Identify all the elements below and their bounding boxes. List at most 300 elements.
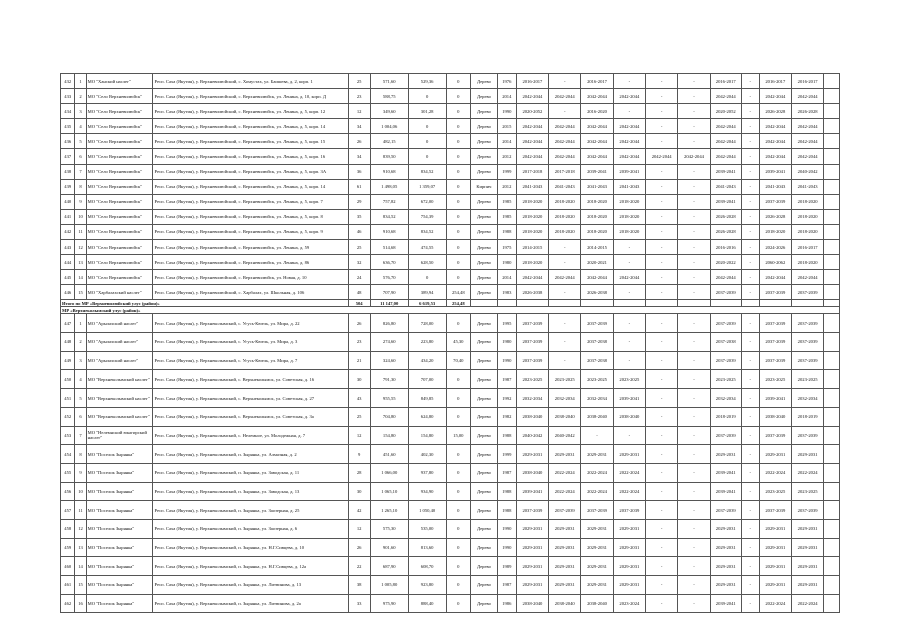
table-cell: 2022-2024 [549,463,581,482]
table-cell: 2017-2018 [549,164,581,179]
empty-cell [824,134,840,149]
table-cell: - [678,463,710,482]
table-cell: 23 [348,333,370,352]
table-cell: 0 [446,149,471,164]
table-cell: 2029-2031 [549,519,581,538]
table-cell: 14 [75,270,86,285]
empty-cell [497,300,516,307]
table-cell: 2023-2025 [759,482,791,501]
table-cell: - [741,74,759,89]
table-cell: МО "Поселок Зырянка" [86,576,153,595]
table-cell: 2037-2039 [613,501,645,520]
table-cell: Дерево [471,209,498,224]
table-cell: 2012 [497,179,516,194]
table-cell: 2032-2034 [710,389,741,408]
table-cell: 0 [446,134,471,149]
table-cell: 2038-2040 [613,407,645,426]
table-cell: 1988 [497,224,516,239]
table-cell: - [741,501,759,520]
table-cell: МО "Село Верхневилюйск" [86,255,153,270]
table-cell: - [678,519,710,538]
table-cell: 849,85 [408,389,446,408]
table-cell: 2014-2015 [581,240,613,255]
table-cell: 2042-2044 [516,119,548,134]
table-cell: 2032-2034 [516,389,548,408]
table-cell: - [678,179,710,194]
table-cell: МО "Ханский наслег" [86,74,153,89]
table-cell: 448 [61,333,75,352]
table-cell: 36 [348,164,370,179]
table-cell: 2042-2044 [759,119,791,134]
table-cell: 2029-2031 [791,576,823,595]
table-cell: 23 [348,89,370,104]
table-cell: МО "Поселок Зырянка" [86,463,153,482]
empty-cell [824,519,840,538]
table-cell: - [741,285,759,300]
table-cell: 2039-2041 [710,482,741,501]
table-cell: 2042-2044 [549,119,581,134]
table-cell: - [741,576,759,595]
table-cell: 1990 [497,351,516,370]
empty-cell [646,300,678,307]
table-cell: 441 [61,209,75,224]
table-cell: - [549,255,581,270]
table-cell: 754,39 [408,209,446,224]
table-cell: - [613,255,645,270]
table-cell: 1983 [497,285,516,300]
table-cell: 0 [446,104,471,119]
table-cell: 2020-2021 [581,255,613,270]
table-cell: - [613,240,645,255]
table-cell: 2018-2019 [710,407,741,426]
table-cell: 0 [446,557,471,576]
table-cell: 2042-2044 [759,149,791,164]
table-cell: 26 [348,314,370,333]
table-cell: 514,68 [370,240,408,255]
table-cell: Дерево [471,519,498,538]
table-cell: 482,15 [370,134,408,149]
table-cell: - [678,104,710,119]
table-cell: 2041-2043 [581,179,613,194]
table-cell: Респ. Саха (Якутия), у. Верхнеколымский, с. Верхнеколымск, ул. Советская, д. 3а [153,407,348,426]
table-cell: - [741,445,759,464]
table-cell: 2018-2019 [791,407,823,426]
table-cell: 2032-2034 [791,389,823,408]
table-cell: 1990 [497,538,516,557]
table-cell: 0 [446,407,471,426]
table-cell: - [613,333,645,352]
table-cell: 2029-2031 [516,519,548,538]
table-cell: 791,30 [370,370,408,389]
table-cell: - [678,285,710,300]
table-cell: 9 [348,445,370,464]
table-cell: 2037-2039 [581,314,613,333]
table-cell: МО "Село Верхневилюйск" [86,149,153,164]
table-cell: Дерево [471,538,498,557]
table-cell: 2042-2044 [791,119,823,134]
empty-cell [824,240,840,255]
table-row [61,119,840,134]
table-cell: 1987 [497,463,516,482]
table-cell: МО "Нелемнский юкагирский наслег" [86,426,153,445]
table-cell: 2060-2062 [759,255,791,270]
table-cell: 4 [75,119,86,134]
table-row [61,557,840,576]
table-cell: 1987 [497,370,516,389]
table-cell: МО "Село Верхневилюйск" [86,270,153,285]
table-cell: МО "Село Верхневилюйск" [86,240,153,255]
table-cell: 24 [348,270,370,285]
table-cell: - [646,164,678,179]
table-cell: 2037-2039 [710,314,741,333]
table-cell: 2042-2044 [581,134,613,149]
table-cell: 25 [348,74,370,89]
table-cell: 15 [75,285,86,300]
table-cell: 10 [75,209,86,224]
table-cell: 834,52 [408,224,446,239]
table-cell: 2037-2039 [710,351,741,370]
table-cell: 389,94 [408,285,446,300]
table-cell: 0 [446,119,471,134]
table-cell: 458 [61,519,75,538]
table-cell: Дерево [471,314,498,333]
table-cell: МО "Село Верхневилюйск" [86,209,153,224]
table-cell: 0 [446,314,471,333]
table-cell: - [613,314,645,333]
table-cell: 2022-2024 [759,594,791,613]
table-cell: Респ. Саха (Якутия), у. Верхнеколымский, п. Зырянка, ул. Литвинова, д. 2а [153,594,348,613]
table-cell: - [646,351,678,370]
table-cell: 2018-2020 [516,209,548,224]
table-cell: 12 [75,240,86,255]
table-cell: Дерево [471,119,498,134]
table-cell: 0 [446,482,471,501]
table-cell: - [613,285,645,300]
table-cell: - [741,89,759,104]
table-cell: - [646,594,678,613]
empty-cell [824,104,840,119]
table-cell: 7 [75,164,86,179]
table-cell: 2029-2031 [581,557,613,576]
table-cell: - [646,538,678,557]
table-cell: 2029-2031 [759,576,791,595]
table-cell: 451 [61,389,75,408]
table-cell: 2020-2052 [710,104,741,119]
table-cell: Дерево [471,89,498,104]
empty-cell [824,89,840,104]
table-cell: - [741,314,759,333]
table-cell: 2022-2024 [613,463,645,482]
table-cell: 14 [75,557,86,576]
table-cell: МО "Село Верхневилюйск" [86,224,153,239]
table-cell: 6 [75,149,86,164]
table-cell: - [613,104,645,119]
table-cell: 2023-2025 [710,370,741,389]
empty-cell [581,300,613,307]
table-row [61,314,840,333]
table-cell: МО "Верхнеколымский наслег" [86,389,153,408]
total-row [61,300,840,307]
table-row [61,576,840,595]
table-cell: 2023-2025 [613,370,645,389]
table-cell: 2029-2031 [710,538,741,557]
table-cell: 2018-2020 [759,224,791,239]
table-row [61,426,840,445]
table-row [61,370,840,389]
table-cell: 2037-2038 [581,333,613,352]
table-cell: 1976 [497,74,516,89]
table-cell: 9 [75,463,86,482]
table-cell: 588,75 [370,89,408,104]
table-cell: 2042-2044 [613,119,645,134]
table-cell: 2040-2042 [549,426,581,445]
total-label: Итого по МР «Верхневилюйский улус (район)» [61,300,349,307]
table-cell: 0 [446,594,471,613]
table-cell: 923,80 [408,576,446,595]
table-cell: 1 265,10 [370,501,408,520]
table-cell: 2029-2031 [516,576,548,595]
table-cell: Респ. Саха (Якутия), у. Верхневилюйский, с. Верхневилюйск, ул. Ленина, д. 5, корп. 14 [153,119,348,134]
table-cell: 757,82 [370,194,408,209]
table-cell: Дерево [471,407,498,426]
table-cell: 2023-2025 [549,370,581,389]
table-cell: 2017-2018 [516,164,548,179]
table-cell: 154,80 [370,426,408,445]
empty-cell [791,300,823,307]
table-row [61,224,840,239]
table-cell: 1 050,40 [408,501,446,520]
table-cell: Респ. Саха (Якутия), у. Верхнеколымский, п. Зырянка, ул. Н.Г.Сивцева, д. 12а [153,557,348,576]
table-cell: 0 [408,89,446,104]
empty-cell [678,300,710,307]
table-cell: 2016-2017 [516,74,548,89]
table-cell: 2042-2044 [613,149,645,164]
table-cell: 1988 [497,426,516,445]
table-cell: 254,48 [446,285,471,300]
table-cell: 1986 [497,594,516,613]
table-cell: 2037-2039 [759,333,791,352]
empty-cell [471,300,498,307]
table-cell: 61 [348,179,370,194]
table-cell: 2029-2031 [581,576,613,595]
table-cell: 445 [61,270,75,285]
table-cell: - [613,74,645,89]
empty-cell [824,557,840,576]
document-sheet [60,73,840,613]
table-cell: 2037-2039 [791,351,823,370]
table-cell: 910,68 [370,164,408,179]
table-row [61,134,840,149]
table-cell: 529,36 [408,74,446,89]
table-cell: МО "Арылахский наслег" [86,333,153,352]
table-cell: 624,80 [408,407,446,426]
table-cell: 12 [348,426,370,445]
table-cell: - [678,370,710,389]
table-cell: 2029-2031 [581,445,613,464]
table-cell: Дерево [471,445,498,464]
table-cell: - [678,482,710,501]
table-cell: 2029-2031 [613,519,645,538]
table-cell: Респ. Саха (Якутия), у. Верхневилюйский, с. Верхневилюйск, ул. Ленина, д. 5, корп. 16 [153,149,348,164]
table-cell: 2042-2044 [516,89,548,104]
table-cell: - [581,426,613,445]
table-cell: 34 [348,119,370,134]
table-cell: 436 [61,134,75,149]
empty-cell [824,300,840,307]
table-cell: 456 [61,482,75,501]
table-cell: 26 [348,538,370,557]
table-cell: 2018-2020 [549,209,581,224]
table-cell: 2029-2031 [759,445,791,464]
table-cell: 2041-2043 [759,179,791,194]
total-value: 504 [348,300,370,307]
empty-cell [759,300,791,307]
table-cell: 2037-2039 [516,333,548,352]
table-cell: 2018-2020 [581,194,613,209]
table-cell: 454 [61,445,75,464]
table-cell: МО "Верхнеколымский наслег" [86,370,153,389]
table-cell: - [741,333,759,352]
table-cell: Респ. Саха (Якутия), у. Верхнеколымский, п. Зырянка, ул. Заводская, д. 11 [153,463,348,482]
table-row [61,501,840,520]
table-cell: 2037-2039 [710,285,741,300]
table-cell: - [549,314,581,333]
table-cell: 1980 [497,255,516,270]
table-cell: - [646,576,678,595]
table-cell: 2029-2031 [710,576,741,595]
table-cell: Дерево [471,426,498,445]
table-cell: 2020-2052 [516,104,548,119]
empty-cell [824,194,840,209]
empty-cell [824,224,840,239]
table-cell: 32 [348,255,370,270]
table-row [61,538,840,557]
table-cell: 2016-2017 [581,74,613,89]
table-cell: - [741,224,759,239]
table-cell: - [741,240,759,255]
table-cell: Дерево [471,164,498,179]
table-cell: 2042-2044 [516,149,548,164]
total-value: 6 619,53 [408,300,446,307]
table-cell: Респ. Саха (Якутия), у. Верхневилюйский, с. Верхневилюйск, ул. Ленина, д. 59 [153,240,348,255]
table-cell: 2020-2022 [710,255,741,270]
table-cell: 447 [61,314,75,333]
table-cell: Респ. Саха (Якутия), у. Верхневилюйский, с. Верхневилюйск, ул. Ленина, д. 5, корп. 3А [153,164,348,179]
table-cell: 2029-2031 [581,519,613,538]
empty-cell [613,300,645,307]
table-cell: 459 [61,538,75,557]
table-cell: 5 [75,134,86,149]
table-cell: 34 [348,149,370,164]
table-cell: 0 [446,501,471,520]
table-cell: 0 [408,149,446,164]
table-cell: 2042-2044 [710,119,741,134]
table-cell: 2029-2031 [710,519,741,538]
table-cell: 2029-2031 [759,538,791,557]
table-cell: - [646,314,678,333]
table-cell: Респ. Саха (Якутия), у. Верхнеколымский, п. Зырянка, ул. Литвинова, д. 13 [153,576,348,595]
table-cell: 3 [75,351,86,370]
table-cell: - [678,74,710,89]
table-cell: 274,60 [370,333,408,352]
table-cell: - [741,194,759,209]
table-cell: 2040-2042 [791,164,823,179]
table-cell: 462 [61,594,75,613]
table-cell: 7 [75,426,86,445]
table-cell: 2039-2041 [613,389,645,408]
table-cell: 2014 [497,134,516,149]
table-cell: 2042-2044 [549,89,581,104]
table-cell: - [741,255,759,270]
table-cell: 636,70 [370,255,408,270]
table-cell: 2012 [497,149,516,164]
table-cell: 937,80 [408,463,446,482]
table-cell: 2039-2041 [759,389,791,408]
table-cell: 2042-2044 [516,134,548,149]
table-cell: - [646,445,678,464]
table-cell: Респ. Саха (Якутия), у. Верхневилюйский, с. Хомустах, ул. Баишева, д. 2, корп. 1 [153,74,348,89]
table-cell: 2016-2017 [791,240,823,255]
table-cell: - [741,594,759,613]
table-cell: - [678,407,710,426]
table-cell: 0 [408,270,446,285]
table-cell: 2018-2020 [791,209,823,224]
table-cell: Дерево [471,134,498,149]
table-cell: - [678,134,710,149]
empty-cell [824,407,840,426]
table-cell: 154,80 [408,426,446,445]
table-cell: 888,40 [408,594,446,613]
table-cell: 2029-2031 [613,557,645,576]
table-cell: 2029-2031 [516,445,548,464]
table-cell: 33 [348,594,370,613]
table-cell: 2018-2020 [549,194,581,209]
table-cell: 2026-2028 [759,209,791,224]
table-cell: 402,30 [408,445,446,464]
table-cell: 2037-2039 [759,194,791,209]
table-cell: 2029-2031 [710,445,741,464]
table-cell: 28 [348,463,370,482]
table-cell: Респ. Саха (Якутия), у. Верхневилюйский, с. Верхневилюйск, ул. Ленина, д. 5, корп. 14 [153,179,348,194]
table-row [61,519,840,538]
table-cell: Кирпич [471,179,498,194]
table-cell: - [678,389,710,408]
table-cell: - [741,463,759,482]
table-cell: МО "Поселок Зырянка" [86,594,153,613]
table-row [61,240,840,255]
section-title: МР «Верхнеколымский улус (район)» [61,307,840,314]
table-cell: 2014 [497,89,516,104]
table-cell: 2037-2039 [791,285,823,300]
table-cell: Дерево [471,149,498,164]
table-cell: - [646,426,678,445]
table-cell: Респ. Саха (Якутия), у. Верхневилюйский, с. Верхневилюйск, ул. Ленина, д. 5, корп. 9 [153,224,348,239]
table-cell: - [646,370,678,389]
table-cell: - [678,89,710,104]
table-cell: 440 [61,194,75,209]
table-cell: 2023-2025 [791,370,823,389]
table-cell: 2029-2031 [549,445,581,464]
empty-cell [824,149,840,164]
table-cell: 13 [75,255,86,270]
table-cell: - [549,74,581,89]
table-cell: 955,55 [370,389,408,408]
table-cell: МО "Верхнеколымский наслег" [86,407,153,426]
table-cell: - [678,594,710,613]
table-cell: Респ. Саха (Якутия), у. Верхнеколымский, с. Угусь-Кюель, ул. Мира, д. 7 [153,351,348,370]
table-cell: МО "Поселок Зырянка" [86,557,153,576]
table-cell: 70,40 [446,351,471,370]
